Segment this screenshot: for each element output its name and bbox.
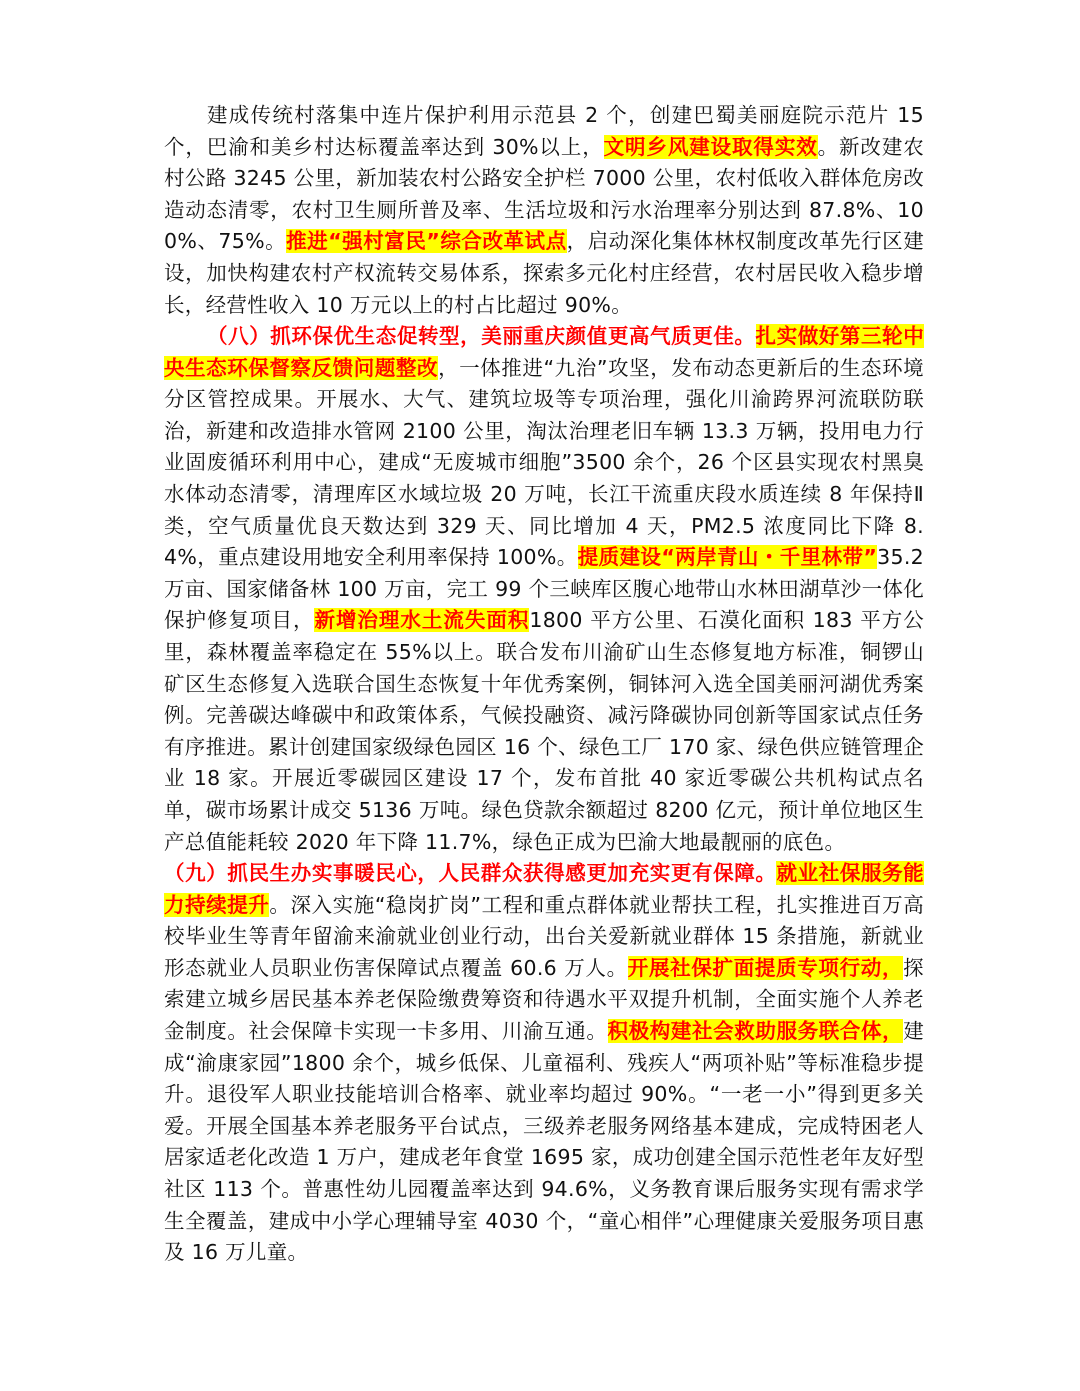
text-segment: 。新改建农村公路 3245 公里，新加装农村公路安全护栏 7000 公里，农村低收入群体危房改造动态清零，农村卫生厕所普及率、生活垃圾和污水治理率分别达到 87.8%、100%、75%。	[164, 134, 925, 254]
text-segment: 1800 平方公里、石漠化面积 183 平方公里，森林覆盖率稳定在 55%以上。联合发布川渝矿山生态修复地方标准，铜锣山矿区生态修复入选联合国生态恢复十年优秀案例，铜钵河入选全国美丽河湖优秀案例。完善碳达峰碳中和政策体系，气候投融资、减污降碳协同创新等国家试点任务有序推进。累计创建国家级绿色园区 16 个、绿色工厂 170 家、绿色供应链管理企业 18 家。开展近零碳园区建设 17 个，发布首批 40 家近零碳公共机构试点名单，碳市场累计成交 5136 万吨。绿色贷款余额超过 8200 亿元，预计单位地区生产总值能耗较 2020 年下降 11.7%，绿色正成为巴渝大地最靓丽的底色。	[164, 608, 925, 854]
text-segment: 。深入实施“稳岗扩岗”工程和重点群体就业帮扶工程，扎实推进百万高校毕业生等青年留渝来渝就业创业行动，出台关爱新就业群体 15 条措施，新就业形态就业人员职业伤害保障试点覆盖 60.6 万人。	[164, 892, 925, 980]
text-segment: 建成传统村落集中连片保护利用示范县 2 个，创建巴蜀美丽庭院示范片 15 个，巴渝和美乡村达标覆盖率达到 30%以上，	[164, 103, 924, 159]
highlight-inspection-rectification: 扎实做好第三轮中央生态环保督察反馈问题整改	[164, 324, 924, 380]
highlight-soil-erosion: 新增治理水土流失面积	[314, 608, 530, 633]
paragraph-livelihood	[164, 858, 924, 1269]
text-segment: ，一体推进“九治”攻坚，发布动态更新后的生态环境分区管控成果。开展水、大气、建筑垃圾等专项治理，强化川渝跨界河流联防联治，新建和改造排水管网 2100 公里，淘汰治理老旧车辆 13.3 万辆，投用电力行业固废循环利用中心，建成“无废城市细胞”3500 余个，26 个区县实现农村黑臭水体动态清零，清理库区水域垃圾 20 万吨，长江干流重庆段水质连续 8 年保持Ⅱ类，空气质量优良天数达到 329 天、同比增加 4 天，PM2.5 浓度同比下降 8.4%，重点建设用地安全利用率保持 100%。	[164, 355, 924, 570]
text-segment: 探索建立城乡居民基本养老保险缴费筹资和待遇水平双提升机制，全面实施个人养老金制度。社会保障卡实现一卡多用、川渝互通。	[164, 955, 924, 1043]
text-segment: 35.2 万亩、国家储备林 100 万亩，完工 99 个三峡库区腹心地带山水林田湖草沙一体化保护修复项目，	[164, 545, 924, 633]
section-heading-9: （九）抓民生办实事暖民心，人民群众获得感更加充实更有保障。	[164, 861, 777, 885]
text-segment: 建成“渝康家园”1800 余个，城乡低保、儿童福利、残疾人“两项补贴”等标准稳步提升。退役军人职业技能培训合格率、就业率均超过 90%。“一老一小”得到更多关爱。开展全国基本养老服务平台试点，三级养老服务网络基本建成，完成特困老人居家适老化改造 1 万户，建成老年食堂 1695 家，成功创建全国示范性老年友好型社区 113 个。普惠性幼儿园覆盖率达到 94.6%，义务教育课后服务实现有需求学生全覆盖，建成中小学心理辅导室 4030 个，“童心相伴”心理健康关爱服务项目惠及 16 万儿童。	[164, 1018, 924, 1265]
highlight-civilized-rural-customs: 文明乡风建设取得实效	[603, 134, 818, 159]
text-segment: ，启动深化集体林权制度改革先行区建设，加快构建农村产权流转交易体系，探索多元化村庄经营，农村居民收入稳步增长，经营性收入 10 万元以上的村占比超过 90%。	[164, 229, 924, 317]
section-heading-8: （八）抓环保优生态促转型，美丽重庆颜值更高气质更佳。	[207, 324, 756, 348]
paragraph-rural-revitalization	[164, 100, 924, 321]
highlight-forest-belt: 提质建设“两岸青山・千里林带”	[577, 545, 878, 570]
paragraph-ecology	[164, 321, 924, 858]
highlight-social-assistance-alliance: 积极构建社会救助服务联合体，	[607, 1018, 904, 1043]
highlight-social-insurance-expansion: 开展社保扩面提质专项行动，	[627, 955, 904, 980]
highlight-strong-village-reform: 推进“强村富民”综合改革试点	[286, 229, 567, 254]
highlight-employment-social-security: 就业社保服务能力持续提升	[164, 861, 924, 917]
